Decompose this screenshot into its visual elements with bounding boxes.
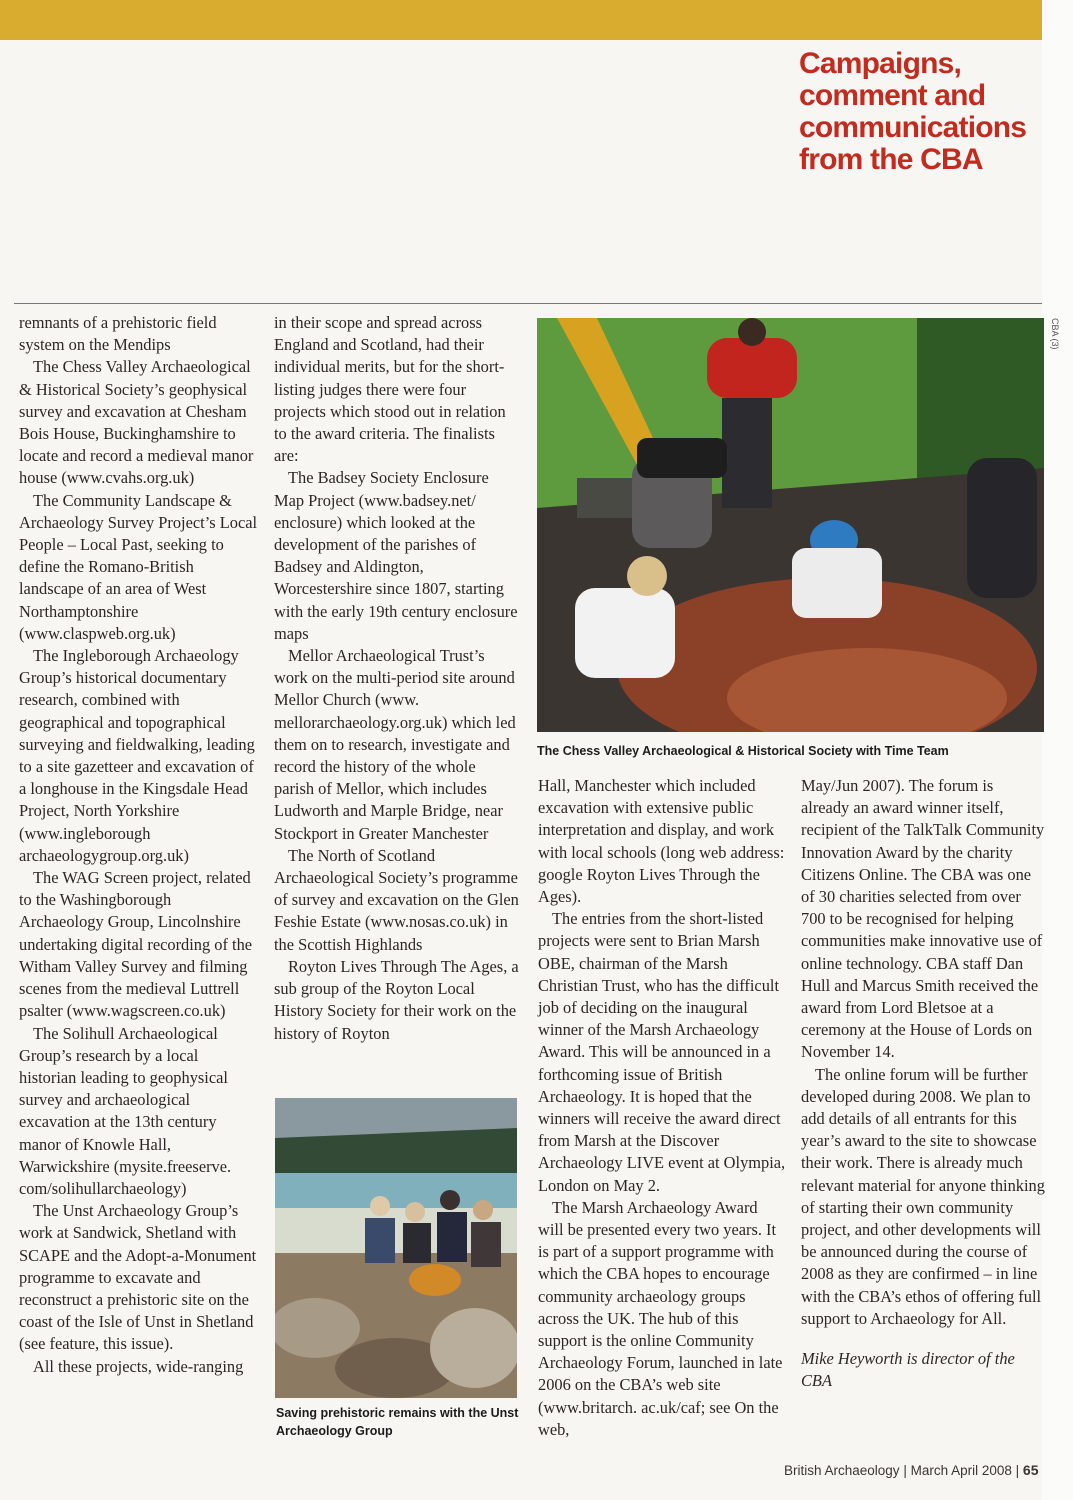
issue-date: March April 2008 [910, 1463, 1012, 1478]
paragraph: Mellor Archaeological Trust’s work on the multi-period site around Mellor Church (www. mellorarchaeology.org.uk) which led them on to research, investigate and record the history of the whole parish of Mellor, which includes Ludworth and Marple Bridge, near Stockport in Greater Manchester [274, 646, 516, 843]
photo-illustration [275, 1098, 517, 1398]
paragraph: The online forum will be further developed during 2008. We plan to add details of all entrants for this year’s award to the site to showcase their work. There is already much relevant material for anyone thinking of starting their own community project, and other developments will be announced during the course of 2008 as they are confirmed – in line with the CBA’s ethos of offering full support to Archaeology for All. [801, 1064, 1045, 1328]
text-column-1 [19, 312, 259, 1378]
footer-separator: | [1011, 1463, 1023, 1478]
photo-illustration [537, 318, 1044, 732]
page-edge [1042, 0, 1073, 1500]
top-color-band [0, 0, 1042, 40]
photo-credit: CBA (3) [1050, 318, 1060, 350]
paragraph: The entries from the short-listed projects were sent to Brian Marsh OBE, chairman of the Marsh Christian Trust, who has the difficult job of deciding on the inaugural winner of the Marsh Archaeology Award. This will be announced in a forthcoming issue of British Archaeology. It is hoped that the winners will receive the award direct from Marsh at the Discover Archaeology LIVE event at Olympia, London on May 2. [538, 909, 786, 1195]
paragraph: The Chess Valley Archaeological & Historical Society’s geophysical survey and excavation at Chesham Bois House, Buckinghamshire to locate and record a medieval manor house (www.cvahs.org.uk) [19, 357, 254, 488]
paragraph: The Unst Archaeology Group’s work at Sandwick, Shetland with SCAPE and the Adopt-a-Monument programme to excavate and reconstruct a prehistoric site on the coast of the Isle of Unst in Shetland (see feature, this issue). [19, 1201, 257, 1354]
author-signature: Mike Heyworth is director of the CBA [801, 1349, 1015, 1391]
paragraph: in their scope and spread across England and Scotland, had their individual merits, but for the short-listing judges there were four projects which stood out in relation to the award criteria. The finalists are: [274, 313, 506, 466]
paragraph: May/Jun 2007). The forum is already an award winner itself, recipient of the TalkTalk Community Innovation Award by the charity Citizens Online. The CBA was one of 30 charities selected from over 700 to be recognised for helping communities make innovative use of online technology. CBA staff Dan Hull and Marcus Smith received the award from Lord Bletsoe at a ceremony at the House of Lords on November 14. [801, 776, 1045, 1062]
footer-separator: | [899, 1463, 911, 1478]
publication-name: British Archaeology [784, 1463, 900, 1478]
main-photo-caption: The Chess Valley Archaeological & Historical Society with Time Team [537, 744, 949, 758]
paragraph: Hall, Manchester which included excavation with extensive public interpretation and display, and work with local schools (long web address: google Royton Lives Through the Ages). [538, 776, 785, 907]
time-team-excavation-photo [537, 318, 1044, 732]
paragraph: The WAG Screen project, related to the Washingborough Archaeology Group, Lincolnshire undertaking digital recording of the Witham Valley Survey and filming scenes from the medieval Luttrell psalter (www.wagscreen.co.uk) [19, 868, 253, 1021]
paragraph: The Badsey Society Enclosure Map Project (www.badsey.net/ enclosure) which looked at the development of the parishes of Badsey and Aldington, Worcestershire since 1807, starting with the early 19th century enclosure maps [274, 468, 518, 643]
paragraph: All these projects, wide-ranging [33, 1356, 244, 1376]
page-footer [784, 1462, 1046, 1478]
paragraph: The North of Scotland Archaeological Society’s programme of survey and excavation on the Glen Feshie Estate (www.nosas.co.uk) in the Scottish Highlands [274, 845, 519, 954]
paragraph: The Community Landscape & Archaeology Survey Project’s Local People – Local Past, seeking to define the Romano-British landscape of an area of West Northamptonshire (www.claspweb.org.uk) [19, 490, 258, 643]
unst-photo-caption: Saving prehistoric remains with the Unst Archaeology Group [276, 1406, 519, 1438]
paragraph: The Solihull Archaeological Group’s research by a local historian leading to geophysical survey and archaeological excavation at the 13th century manor of Knowle Hall, Warwickshire (mysite.freeserve. com/solihullarchaeology) [19, 1023, 232, 1198]
paragraph: remnants of a prehistoric field system on the Mendips [19, 313, 217, 355]
text-column-4 [801, 775, 1045, 1392]
text-column-2 [274, 312, 519, 1045]
section-headline: Campaigns, comment and communications from the CBA [799, 47, 1027, 176]
column-divider-rule [14, 303, 1042, 304]
paragraph: The Ingleborough Archaeology Group’s historical documentary research, combined with geographical and topographical surveying and fieldwalking, leading to a site gazetteer and excavation of a longhouse in the Kingsdale Head Project, North Yorkshire (www.ingleborough archaeologygroup.org.uk) [19, 646, 255, 865]
paragraph: Royton Lives Through The Ages, a sub group of the Royton Local History Society for their work on the history of Royton [274, 956, 519, 1043]
page-number: 65 [1022, 1462, 1039, 1478]
paragraph: The Marsh Archaeology Award will be presented every two years. It is part of a support programme with which the CBA hopes to encourage community archaeology groups across the UK. The hub of this support is the online Community Archaeology Forum, launched in late 2006 on the CBA’s web site (www.britarch. ac.uk/caf; see On the web, [538, 1197, 783, 1439]
text-column-3 [538, 775, 786, 1441]
unst-archaeology-photo [275, 1098, 517, 1398]
